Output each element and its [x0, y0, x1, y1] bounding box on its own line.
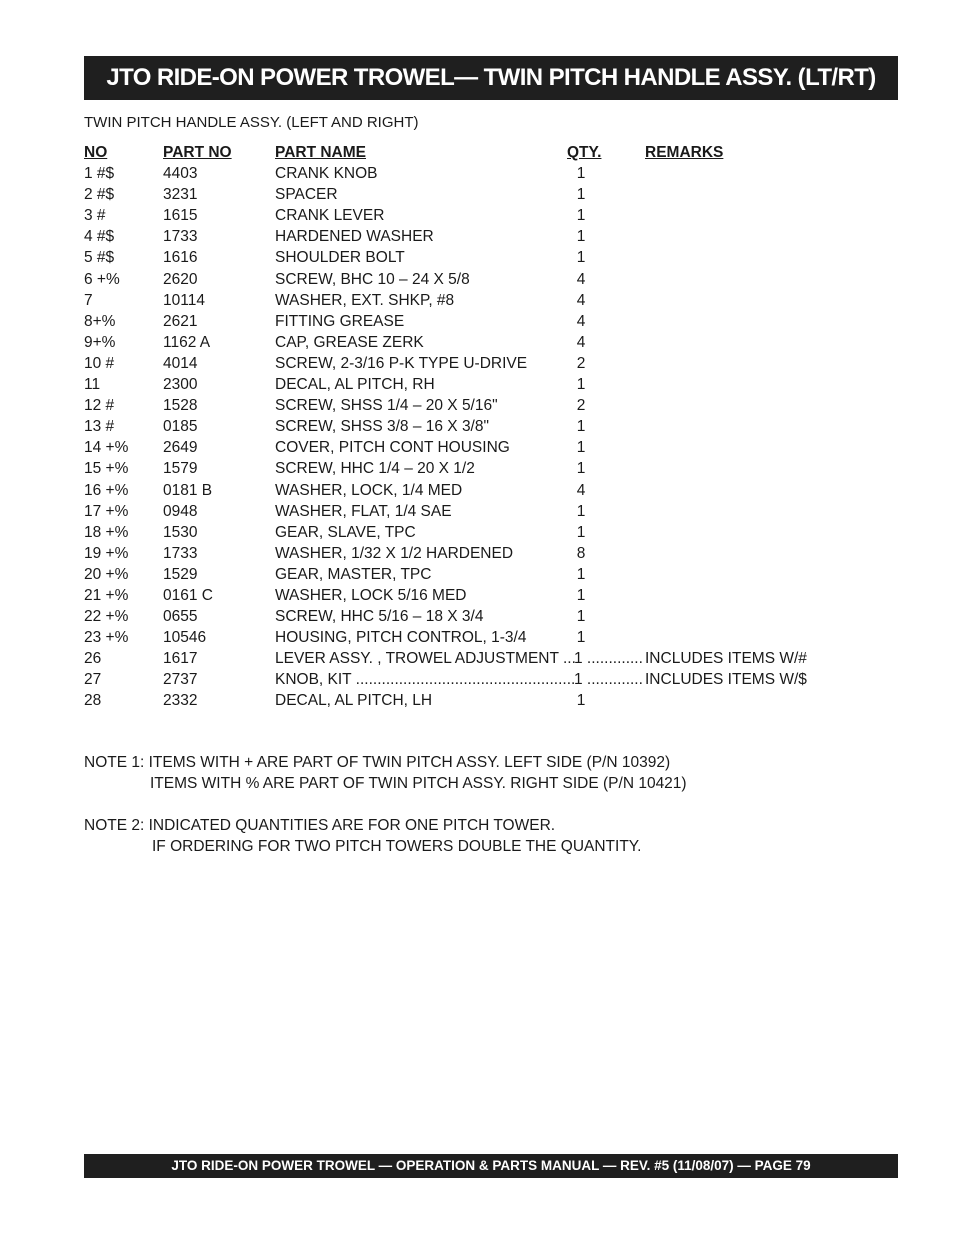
part-name: FITTING GREASE [275, 312, 405, 330]
part-number-index: 14 +% [84, 439, 129, 457]
part-number: 4403 [163, 165, 198, 183]
table-row [84, 163, 844, 184]
part-number: 1528 [163, 397, 198, 415]
table-row [84, 606, 844, 627]
part-number: 1162 A [163, 333, 211, 351]
part-number: 2737 [163, 671, 198, 689]
part-qty: 4 [576, 333, 586, 351]
part-number-index: 21 +% [84, 586, 129, 604]
part-qty: 1 [576, 692, 586, 710]
part-name: SCREW, HHC 1/4 – 20 X 1/2 [275, 460, 475, 478]
part-name: WASHER, LOCK, 1/4 MED [275, 481, 463, 499]
table-row [84, 480, 844, 501]
part-name: WASHER, FLAT, 1/4 SAE [275, 502, 452, 520]
part-name: LEVER ASSY. , TROWEL ADJUSTMENT ..... [275, 648, 575, 669]
part-number-index: 2 #$ [84, 186, 115, 204]
part-number-index: 12 # [84, 397, 115, 415]
part-number-index: 4 #$ [84, 228, 115, 246]
part-qty: 1 [576, 249, 586, 267]
part-number-index: 28 [84, 692, 102, 710]
part-remarks: INCLUDES ITEMS W/# [645, 650, 807, 668]
table-row [84, 669, 844, 690]
part-number-index: 11 [84, 376, 101, 394]
part-qty: 4 [576, 481, 586, 499]
part-qty: 1 [576, 565, 586, 583]
part-qty: 1 [576, 418, 586, 436]
part-qty: 1 [576, 629, 586, 647]
part-number-index: 13 # [84, 418, 115, 436]
part-name: SCREW, HHC 5/16 – 18 X 3/4 [275, 608, 484, 626]
part-qty: 1 [576, 165, 586, 183]
col-header-qty: QTY. [567, 144, 602, 161]
part-name: SPACER [275, 186, 338, 204]
section-subtitle: TWIN PITCH HANDLE ASSY. (LEFT AND RIGHT) [84, 114, 419, 131]
part-number-index: 15 +% [84, 460, 129, 478]
table-row [84, 332, 844, 353]
part-number: 10546 [163, 629, 207, 647]
part-name: CRANK LEVER [275, 207, 385, 225]
part-name: HOUSING, PITCH CONTROL, 1-3/4 [275, 629, 527, 647]
part-qty: 4 [576, 270, 586, 288]
part-number: 2332 [163, 692, 198, 710]
part-name: SCREW, BHC 10 – 24 X 5/8 [275, 270, 470, 288]
table-row [84, 205, 844, 226]
table-row [84, 585, 844, 606]
part-name: DECAL, AL PITCH, RH [275, 376, 435, 394]
table-row [84, 690, 844, 711]
note-1-line-1: NOTE 1: ITEMS WITH + ARE PART OF TWIN PITCH ASSY. LEFT SIDE (P/N 10392) [84, 754, 671, 771]
part-number-index: 19 +% [84, 544, 129, 562]
part-name: GEAR, MASTER, TPC [275, 565, 432, 583]
part-name: WASHER, 1/32 X 1/2 HARDENED [275, 544, 514, 562]
part-number-index: 22 +% [84, 608, 129, 626]
col-header-remarks: REMARKS [645, 144, 724, 161]
part-qty: 4 [576, 291, 586, 309]
part-number-index: 3 # [84, 207, 106, 225]
col-header-part-name: PART NAME [275, 144, 366, 161]
part-qty: 2 [576, 354, 586, 372]
part-number: 1617 [163, 650, 198, 668]
part-number-index: 18 +% [84, 523, 129, 541]
part-qty: 1 [576, 608, 586, 626]
parts-table [84, 142, 844, 712]
table-row [84, 184, 844, 205]
notes-section [84, 752, 687, 857]
part-number-index: 23 +% [84, 629, 129, 647]
part-number-index: 10 # [84, 354, 115, 372]
table-row [84, 564, 844, 585]
page-footer: JTO RIDE-ON POWER TROWEL — OPERATION & PARTS MANUAL — REV. #5 (11/08/07) — PAGE 79 [84, 1154, 898, 1178]
part-qty: 1 [576, 376, 586, 394]
part-qty: 1 [576, 460, 586, 478]
part-qty: 2 [576, 397, 586, 415]
part-number: 2620 [163, 270, 198, 288]
part-qty: 1 [576, 439, 586, 457]
note-1-line-2: ITEMS WITH % ARE PART OF TWIN PITCH ASSY. RIGHT SIDE (P/N 10421) [150, 775, 687, 792]
part-qty: 8 [576, 544, 586, 562]
part-qty: 1 [576, 207, 586, 225]
part-name: COVER, PITCH CONT HOUSING [275, 439, 510, 457]
part-qty: 1 ..... [574, 648, 644, 669]
part-name: SCREW, SHSS 3/8 – 16 X 3/8" [275, 418, 489, 436]
part-number: 1529 [163, 565, 198, 583]
part-number: 2300 [163, 376, 198, 394]
part-name: DECAL, AL PITCH, LH [275, 692, 433, 710]
table-row [84, 269, 844, 290]
part-name: CRANK KNOB [275, 165, 378, 183]
table-row [84, 627, 844, 648]
col-header-part-no: PART NO [163, 144, 232, 161]
part-qty: 1 [576, 186, 586, 204]
part-qty: 4 [576, 312, 586, 330]
part-number: 1733 [163, 544, 198, 562]
part-qty: 1 [576, 228, 586, 246]
part-name: SHOULDER BOLT [275, 249, 405, 267]
part-number: 2621 [163, 312, 198, 330]
part-number: 0185 [163, 418, 198, 436]
part-number-index: 27 [84, 671, 102, 689]
part-number: 1530 [163, 523, 198, 541]
table-row [84, 543, 844, 564]
part-number-index: 7 [84, 291, 93, 309]
part-number-index: 20 +% [84, 565, 129, 583]
note-2-line-2: IF ORDERING FOR TWO PITCH TOWERS DOUBLE THE QUANTITY. [152, 838, 642, 855]
part-number: 1616 [163, 249, 198, 267]
part-qty: 1 ..... [574, 669, 644, 690]
part-number-index: 26 [84, 650, 102, 668]
part-number-index: 16 +% [84, 481, 129, 499]
part-number: 0655 [163, 608, 198, 626]
part-number: 0948 [163, 502, 198, 520]
part-name: CAP, GREASE ZERK [275, 333, 424, 351]
part-name: HARDENED WASHER [275, 228, 434, 246]
table-row [84, 522, 844, 543]
part-number: 0161 C [163, 586, 213, 604]
table-row [84, 648, 844, 669]
part-number: 1579 [163, 460, 198, 478]
part-number-index: 6 +% [84, 270, 120, 288]
table-row [84, 437, 844, 458]
part-name: SCREW, SHSS 1/4 – 20 X 5/16" [275, 397, 498, 415]
table-row [84, 458, 844, 479]
part-number: 4014 [163, 354, 198, 372]
table-row [84, 353, 844, 374]
part-number: 10114 [163, 291, 205, 309]
part-name: WASHER, EXT. SHKP, #8 [275, 291, 455, 309]
part-number: 3231 [163, 186, 198, 204]
part-number: 1733 [163, 228, 198, 246]
table-row [84, 226, 844, 247]
part-qty: 1 [576, 502, 586, 520]
part-number-index: 8+% [84, 312, 116, 330]
part-number-index: 5 #$ [84, 249, 115, 267]
part-number-index: 9+% [84, 333, 116, 351]
part-name: WASHER, LOCK 5/16 MED [275, 586, 467, 604]
table-row [84, 290, 844, 311]
part-number: 0181 B [163, 481, 213, 499]
table-row [84, 501, 844, 522]
part-remarks: INCLUDES ITEMS W/$ [645, 671, 807, 689]
table-row [84, 374, 844, 395]
table-header [84, 142, 844, 163]
part-number: 2649 [163, 439, 198, 457]
table-row [84, 311, 844, 332]
table-row [84, 247, 844, 268]
table-row [84, 416, 844, 437]
page-title: JTO RIDE-ON POWER TROWEL— TWIN PITCH HANDLE ASSY. (LT/RT) [84, 56, 898, 100]
part-qty: 1 [576, 523, 586, 541]
part-name: SCREW, 2-3/16 P-K TYPE U-DRIVE [275, 354, 528, 372]
col-header-no: NO [84, 144, 108, 161]
part-name: KNOB, KIT ..... [275, 669, 575, 690]
table-row [84, 395, 844, 416]
part-name: GEAR, SLAVE, TPC [275, 523, 416, 541]
part-number-index: 1 #$ [84, 165, 115, 183]
part-qty: 1 [576, 586, 586, 604]
part-number-index: 17 +% [84, 502, 129, 520]
part-number: 1615 [163, 207, 198, 225]
note-2-line-1: NOTE 2: INDICATED QUANTITIES ARE FOR ONE PITCH TOWER. [84, 817, 556, 834]
